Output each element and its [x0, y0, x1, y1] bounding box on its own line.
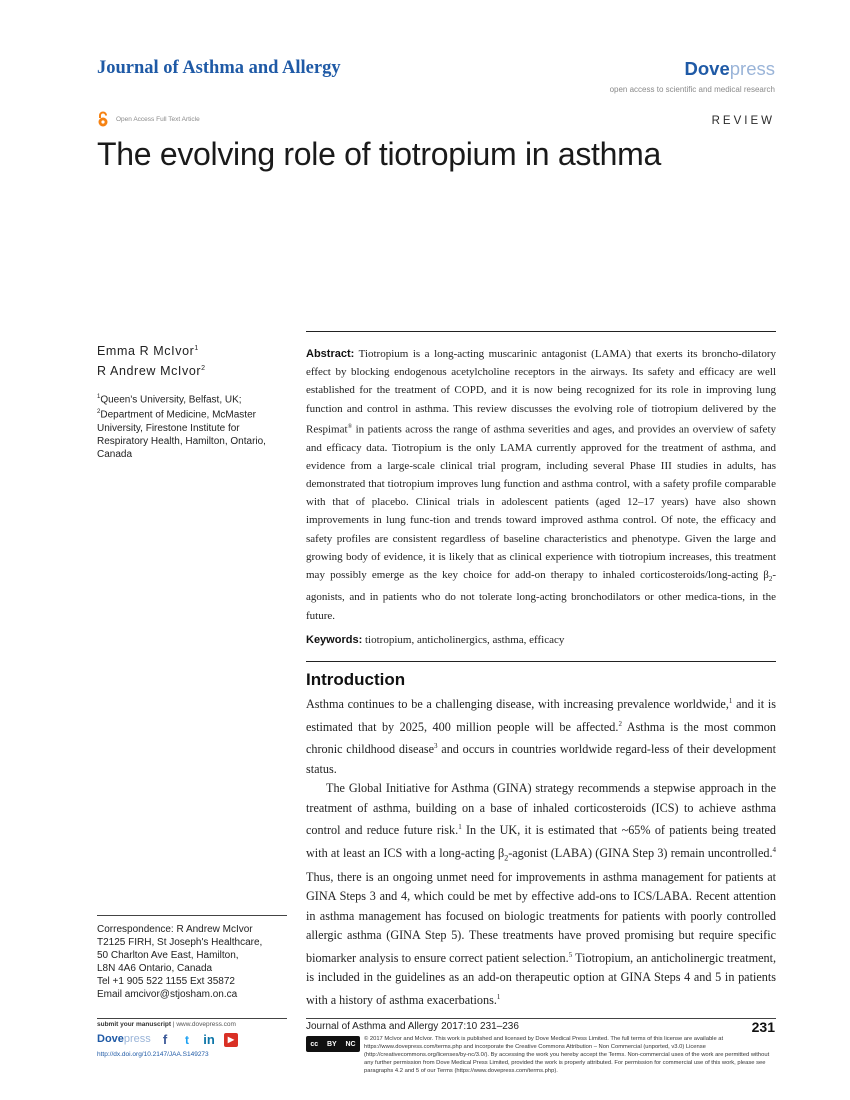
footer-rule-right	[306, 1018, 776, 1019]
article-title: The evolving role of tiotropium in asthma	[97, 136, 661, 172]
abstract-top-rule	[306, 331, 776, 332]
paragraph: The Global Initiative for Asthma (GINA) strategy recommends a stepwise approach in the treatment of asthma, building on a base of inhaled corticosteroids (ICS) to achieve asthma control and reduce future risk.$^1$ In the UK, it is estimated that ~65% of patients being treated with at least an ICS with a long-acting $\beta_2$-agonist (LABA) (GINA Step 3) remain uncontrolled.$^4$ Thus, there is an ongoing unmet need for improvements in asthma management for patients at GINA Steps 3 and 4, which could be met by effective add-ons to ICS/LABA. Recent attention in asthma management has focused on biologic treatments for patients with poorly controlled allergic asthma (GINA Step 5). These treatments have proved promising but require specific biomarker analysis to ensure correct patient selection.$^5$ Tiotropium, an anticholinergic treatment, is included in the guidelines as an add-on therapeutic option at GINA Steps 4 and 5 in patients with a history of asthma exacerbations.$^1$	[306, 781, 777, 1007]
twitter-icon[interactable]: t	[180, 1033, 194, 1047]
dovepress-logo[interactable]	[685, 58, 776, 80]
brand-dove: Dove	[684, 58, 730, 79]
paragraph: Asthma continues to be a challenging disease, with increasing prevalence worldwide,$^1$ and it is estimated that by 2025, 400 million people will be affected.$^2$ Asthma is the most common chronic childhood disease$^3$ and occurs in countries worldwide regard-less of their development status.	[306, 697, 776, 776]
introduction-heading: Introduction	[306, 670, 406, 689]
affiliations	[97, 391, 287, 461]
brand-press: press	[729, 58, 775, 79]
cc-icon: cc	[310, 1040, 319, 1048]
author-name: R Andrew McIvor$^2$	[97, 364, 206, 378]
open-access-label: Open Access Full Text Article	[116, 115, 200, 123]
page-number: 231	[751, 1019, 775, 1035]
footer-rule-left	[97, 1018, 287, 1019]
affiliation: $^2$Department of Medicine, McMaster University, Firestone Institute for Respiratory Health, Hamilton, Ontario, Canada	[97, 409, 266, 460]
facebook-icon[interactable]: f	[158, 1033, 172, 1047]
keywords: Keywords: tiotropium, anticholinergics, asthma, efficacy	[306, 634, 565, 646]
abstract: Abstract: Tiotropium is a long-acting muscarinic antagonist (LAMA) that exerts its broncho-dilatory effect by blocking endogenous acetylcholine receptors in the airways. Its safety and efficacy are well established for the treatment of COPD, and it is now being recognized for its role in improving lung function and control in asthma. This review discusses the evolving role of tiotropium delivered by the Respimat® in patients across the range of asthma severities and ages, and provides an overview of safety and efficacy data. Tiotropium is the only LAMA currently approved for the treatment of asthma, and evidence from a large-scale clinical trial program, including several Phase III studies in adults, has demonstrated that tiotropium improves lung function and asthma control, with a safety profile comparable with that of placebo. Clinical trials in adolescent patients (aged 12–17 years) have also shown improvements in lung func-tion and trends toward improved asthma control. Of note, the efficacy and safety profiles are consistent regardless of baseline characteristics and phenotype. Given the large and growing body of evidence, it is likely that as clinical experience with tiotropium increases, this treatment may possibly emerge as the key choice for add-on therapy to inhaled corticosteroids/long-acting $\beta_2$-agonists, and in patients who do not tolerate long-acting bronchodilators or other medica-tions, in the future.	[306, 348, 776, 622]
cc-by-icon: BY	[326, 1040, 337, 1048]
social-links	[158, 1033, 238, 1047]
citation: Journal of Asthma and Allergy 2017:10 231–236	[306, 1021, 519, 1032]
doi-link[interactable]: http://dx.doi.org/10.2147/JAA.S149273	[97, 1051, 209, 1058]
author-name: Emma R McIvor$^1$	[97, 344, 199, 358]
article-type: REVIEW	[711, 115, 775, 127]
correspondence: Correspondence: R Andrew McIvor T2125 FIRH, St Joseph's Healthcare, 50 Charlton Ave East, Hamilton, L8N 4A6 Ontario, Canada Tel +1 905 522 1155 Ext 35872 Email amcivor@stjosham.on.ca	[97, 923, 292, 1001]
introduction-body	[306, 692, 776, 1010]
submit-manuscript-link[interactable]: submit your manuscript | www.dovepress.com	[97, 1021, 236, 1028]
journal-name[interactable]: Journal of Asthma and Allergy	[97, 58, 341, 78]
youtube-icon[interactable]: ▶	[224, 1033, 238, 1047]
tagline: open access to scientific and medical research	[609, 85, 775, 94]
correspondence-rule	[97, 915, 287, 916]
affiliation: $^1$Queen's University, Belfast, UK;	[97, 394, 242, 406]
keywords-label: Keywords:	[306, 634, 363, 646]
linkedin-icon[interactable]: in	[203, 1032, 215, 1047]
license-text: © 2017 McIvor and McIvor. This work is published and licensed by Dove Medical Press Limited. The full terms of this license are available at https://www.dovepress.com/terms.php and incorporate the Creative Commons Attribution – Non Commercial (unported, v3.0) License (http://creativecommons.org/licenses/by-nc/3.0/). By accessing the work you hereby accept the Terms. Non-commercial uses of the work are permitted without any further permission from Dove Medical Press Limited, provided the work is properly attributed. For permission for commercial use of this work, please see paragraphs 4.2 and 5 of our Terms (https://www.dovepress.com/terms.php).	[364, 1036, 770, 1075]
cc-license-badge[interactable]	[306, 1036, 360, 1052]
correspondence-email[interactable]: Email amcivor@stjosham.on.ca	[97, 989, 238, 1000]
abstract-label: Abstract:	[306, 348, 355, 360]
cc-nc-icon: NC	[345, 1040, 356, 1048]
abstract-bottom-rule	[306, 661, 776, 662]
footer-dovepress-logo[interactable]: Dovepress	[97, 1033, 151, 1045]
open-access-lock-icon	[97, 111, 109, 127]
open-access-badge	[97, 111, 200, 127]
